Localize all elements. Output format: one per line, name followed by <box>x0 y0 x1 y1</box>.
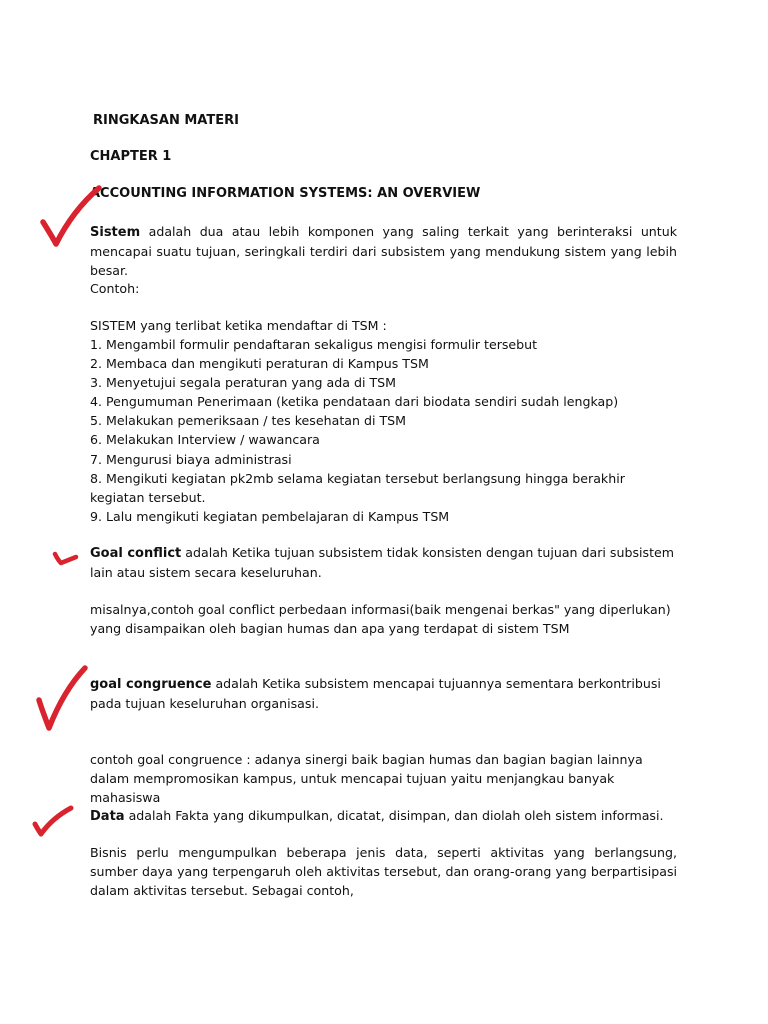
data-definition <box>90 806 677 826</box>
goal-congruence-definition <box>90 674 677 713</box>
goal-congruence-term: goal congruence <box>90 677 212 692</box>
data-definition-text: adalah Fakta yang dikumpulkan, dicatat, disimpan, dan diolah oleh sistem informasi. <box>124 808 664 823</box>
chapter-number: CHAPTER 1 <box>90 149 172 164</box>
bisnis-paragraph: Bisnis perlu mengumpulkan beberapa jenis data, seperti aktivitas yang berlangsung, sumber daya yang terpengaruh oleh aktivitas tersebut, dan orang-orang yang berpartisipasi dalam aktivitas tersebut. Sebagai contoh, <box>90 845 677 898</box>
list-item: 5. Melakukan pemeriksaan / tes kesehatan di TSM <box>90 413 407 429</box>
checkmark-icon <box>50 548 80 570</box>
goal-conflict-definition-text: adalah Ketika tujuan subsistem tidak konsisten dengan tujuan dari subsistem lain atau sistem secara keseluruhan. <box>90 545 675 580</box>
sistem-definition-text: adalah dua atau lebih komponen yang saling terkait yang berinteraksi untuk mencapai suatu tujuan, seringkali terdiri dari subsistem yang mendukung sistem yang lebih besar. <box>90 224 677 278</box>
list-item: 1. Mengambil formulir pendaftaran sekaligus mengisi formulir tersebut <box>90 337 538 352</box>
checkmark-icon <box>36 180 106 252</box>
list-item: 6. Melakukan Interview / wawancara <box>90 432 320 448</box>
contoh-label: Contoh: <box>90 281 140 296</box>
checkmark-icon <box>30 800 76 840</box>
list-item: 3. Menyetujui segala peraturan yang ada di TSM <box>90 375 397 391</box>
goal-conflict-term: Goal conflict <box>90 546 182 561</box>
goal-congruence-example: contoh goal congruence : adanya sinergi baik bagian humas dan bagian bagian lainnya dalam mempromosikan kampus, untuk mencapai tujuan yaitu menjangkau banyak mahasiswa <box>90 752 643 805</box>
list-item: 8. Mengikuti kegiatan pk2mb selama kegiatan tersebut berlangsung hingga berakhir kegiatan tersebut. <box>90 470 625 505</box>
list-item: 9. Lalu mengikuti kegiatan pembelajaran di Kampus TSM <box>90 508 450 524</box>
goal-conflict-example: misalnya,contoh goal conflict perbedaan informasi(baik mengenai berkas" yang diperlukan) yang disampaikan oleh bagian humas dan apa yang terdapat di sistem TSM <box>90 602 671 636</box>
sistem-definition <box>90 222 677 280</box>
chapter-title: ACCOUNTING INFORMATION SYSTEMS: AN OVERVIEW <box>90 186 481 201</box>
goal-conflict-definition <box>90 543 677 582</box>
sistem-term: Sistem <box>90 225 141 240</box>
data-term: Data <box>90 809 125 824</box>
list-item: 2. Membaca dan mengikuti peraturan di Kampus TSM <box>90 356 429 372</box>
checkmark-icon <box>32 662 92 734</box>
sistem-list <box>90 335 677 526</box>
list-item: 4. Pengumuman Penerimaan (ketika pendataan dari biodata sendiri sudah lengkap) <box>90 394 619 410</box>
list-item: 7. Mengurusi biaya administrasi <box>90 451 292 467</box>
document-title: RINGKASAN MATERI <box>93 113 239 128</box>
goal-congruence-definition-text: adalah Ketika subsistem mencapai tujuannya sementara berkontribusi pada tujuan keseluruhan organisasi. <box>90 676 661 711</box>
sistem-list-intro: SISTEM yang terlibat ketika mendaftar di TSM : <box>90 318 387 333</box>
